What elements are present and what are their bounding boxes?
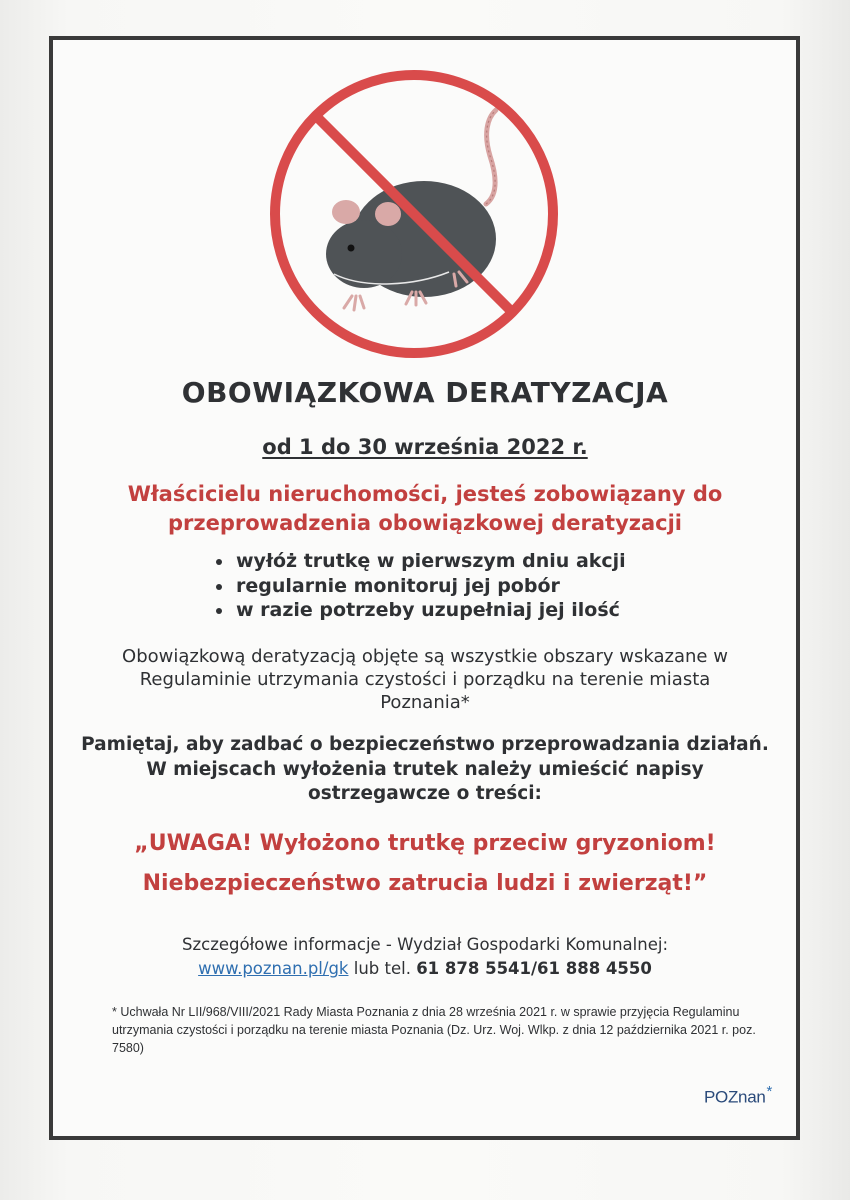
- legal-footnote: * Uchwała Nr LII/968/VIII/2021 Rady Miasta Poznania z dnia 28 września 2021 r. w sprawie przyjęcia Regulaminu utrzymania czystości i porządku na terenie miasta Poznania (Dz. Urz. Woj. Wlkp. z dnia 12 października 2021 r. poz. 7580): [112, 1005, 756, 1055]
- poster-title: OBOWIĄZKOWA DERATYZACJA: [181, 376, 669, 409]
- owner-notice: Właścicielu nieruchomości, jesteś zobowiązany do przeprowadzenia obowiązkowej deratyzacji: [127, 482, 723, 535]
- list-item: • regularnie monitoruj jej pobór: [234, 574, 626, 599]
- website-link[interactable]: www.poznan.pl/gk: [198, 959, 349, 978]
- logo-star-icon: *: [766, 1083, 773, 1100]
- remember-paragraph: Pamiętaj, aby zadbać o bezpieczeństwo przeprowadzania działań. W miejscach wyłożenia trutek należy umieścić napisy ostrzegawcze o treści:: [81, 734, 769, 804]
- contact-line: [60, 957, 790, 981]
- contact-info: [60, 933, 790, 981]
- phone-numbers: 61 878 5541/61 888 4550: [416, 959, 652, 978]
- date-range: [0, 435, 850, 459]
- list-item: • w razie potrzeby uzupełniaj jej ilość: [234, 598, 626, 623]
- no-rats-icon: [264, 64, 564, 364]
- logo-text: POZnan: [704, 1087, 766, 1107]
- phone-label: lub tel.: [353, 959, 411, 978]
- scope-paragraph: Obowiązkową deratyzacją objęte są wszystkie obszary wskazane w Regulaminie utrzymania czystości i porządku na terenie miasta Poznania*: [122, 646, 728, 713]
- poznan-logo: [704, 1083, 772, 1108]
- instruction-list: [212, 549, 626, 623]
- warning-line-2: Niebezpieczeństwo zatrucia ludzi i zwierząt!”: [142, 871, 708, 896]
- date-range-text: od 1 do 30 września 2022 r.: [262, 435, 588, 459]
- contact-info-label: Szczegółowe informacje - Wydział Gospodarki Komunalnej:: [181, 935, 669, 954]
- warning-line-1: „UWAGA! Wyłożono trutkę przeciw gryzoniom!: [134, 831, 716, 856]
- list-item: • wyłóż trutkę w pierwszym dniu akcji: [234, 549, 626, 574]
